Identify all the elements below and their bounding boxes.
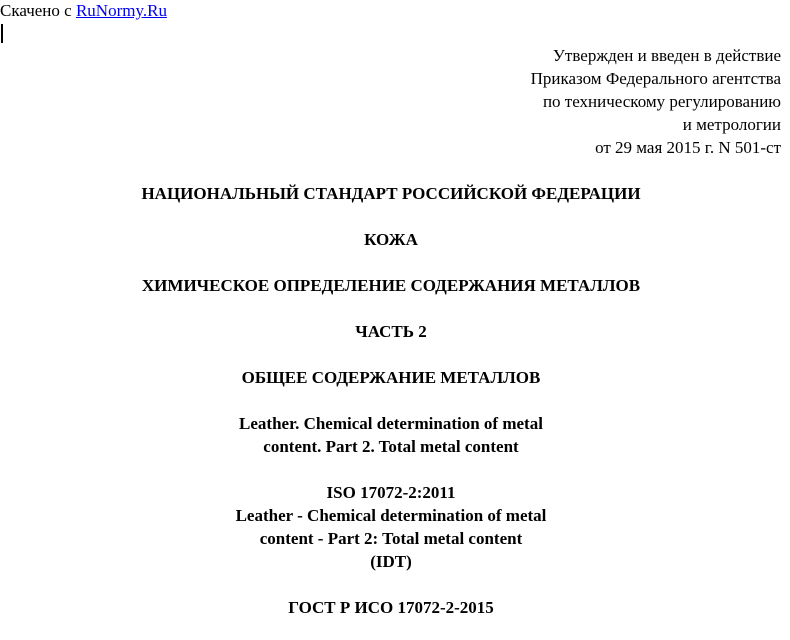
approval-line: от 29 мая 2015 г. N 501-ст bbox=[595, 138, 781, 157]
source-line bbox=[0, 1, 167, 21]
english-title bbox=[0, 412, 782, 458]
english-title-line: Leather. Chemical determination of metal bbox=[239, 414, 543, 433]
iso-degree: (IDT) bbox=[370, 552, 412, 571]
standard-part-title: ОБЩЕЕ СОДЕРЖАНИЕ МЕТАЛЛОВ bbox=[241, 368, 541, 387]
iso-title-line: Leather - Chemical determination of metal bbox=[235, 506, 547, 525]
approval-line: по техническому регулированию bbox=[542, 92, 781, 111]
standard-method: ХИМИЧЕСКОЕ ОПРЕДЕЛЕНИЕ СОДЕРЖАНИЯ МЕТАЛЛОВ bbox=[141, 276, 641, 295]
approval-line: и метрологии bbox=[682, 115, 781, 134]
english-title-line: content. Part 2. Total metal content bbox=[263, 437, 519, 456]
iso-title-line: content - Part 2: Total metal content bbox=[259, 529, 523, 548]
approval-block bbox=[531, 44, 781, 159]
standard-subject: КОЖА bbox=[364, 230, 418, 249]
text-cursor bbox=[1, 24, 3, 43]
iso-number: ISO 17072-2:2011 bbox=[326, 483, 456, 502]
approval-line: Утвержден и введен в действие bbox=[552, 46, 781, 65]
source-link[interactable]: RuNormy.Ru bbox=[75, 1, 167, 20]
iso-reference bbox=[0, 481, 782, 573]
standard-part: ЧАСТЬ 2 bbox=[355, 322, 427, 341]
source-prefix: Скачено с bbox=[0, 1, 72, 20]
standard-heading: НАЦИОНАЛЬНЫЙ СТАНДАРТ РОССИЙСКОЙ ФЕДЕРАЦИИ bbox=[141, 184, 641, 203]
approval-line: Приказом Федерального агентства bbox=[530, 69, 781, 88]
gost-number: ГОСТ Р ИСО 17072-2-2015 bbox=[288, 598, 494, 617]
